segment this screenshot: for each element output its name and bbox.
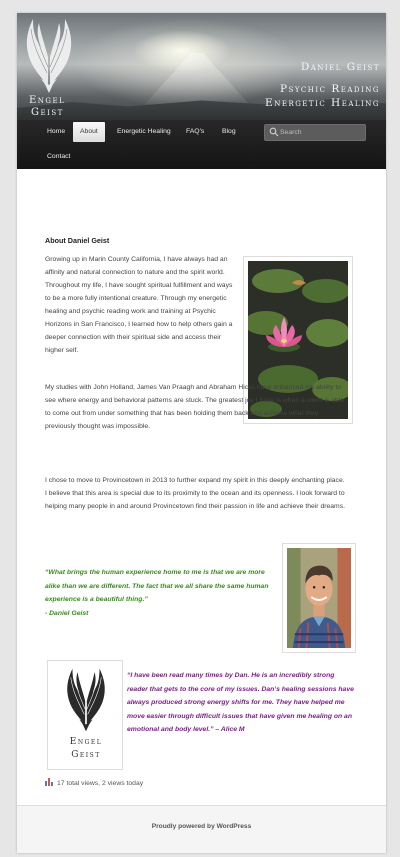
search-box[interactable] — [264, 124, 366, 141]
logo-text-geist: Geist — [31, 107, 64, 118]
tagline-energetic-healing: Energetic Healing — [265, 97, 380, 109]
wings-logo-icon[interactable] — [21, 17, 77, 95]
quote-daniel — [45, 566, 279, 620]
site-name[interactable]: Daniel Geist — [300, 61, 380, 73]
view-counter-text: 17 total views, 2 views today — [57, 780, 144, 787]
nav-item-home[interactable]: Home — [47, 128, 66, 135]
quote-alice: “I have been read many times by Dan. He is an incredibly strong reader that gets to the core of my issues. Dan’s healing sessions have always produced strong energy shifts for me. They have helped me move easier through difficult issues that have given me healing on an emotional and body level.” – Alice M — [127, 672, 354, 733]
page-title: About Daniel Geist — [45, 236, 110, 245]
stats-bar-icon — [45, 778, 54, 786]
wings-logo-icon — [60, 667, 112, 733]
search-input[interactable] — [280, 126, 362, 139]
site-footer — [17, 805, 386, 853]
nav-item-energetic-healing[interactable]: Energetic Healing — [117, 128, 171, 135]
daniel-portrait-photo[interactable] — [282, 543, 356, 653]
tagline-psychic-reading: Psychic Reading — [280, 83, 380, 95]
search-icon[interactable] — [269, 127, 279, 137]
logo-box-engel: Engel — [69, 737, 103, 747]
nav-item-blog[interactable]: Blog — [222, 128, 236, 135]
main-nav — [17, 120, 386, 169]
engel-geist-logo-box[interactable] — [47, 660, 123, 770]
paragraph-provincetown: I chose to move to Provincetown in 2013 to further expand my spirit in this deeply enchanting place. I believe that this area is special due to its proximity to the ocean and its openness. I look forward to helping many people in and around Provincetown find their passion in life and achieve their dreams. — [45, 477, 346, 510]
nav-item-faqs[interactable]: FAQ's — [186, 128, 205, 135]
powered-by-link[interactable]: Proudly powered by WordPress — [151, 823, 252, 830]
logo-box-geist: Geist — [71, 750, 101, 760]
quote-daniel-text: “What brings the human experience home to me is that we are more alike than we are different. The fact that we all share the same human experience is a beautiful thing.” — [45, 569, 269, 603]
paragraph-intro: Growing up in Marin County California, I have always had an affinity and natural connection to nature and the spirit world. Throughout my life, I have sought spiritual fulfillment and ways to be a more fully intentional creature. Through my energetic healing and psychic reading work and training at Psychic Horizons in San Francisco, I learned how to help others gain a deeper connection with their spiritual side and access their higher self. — [45, 256, 233, 354]
nav-item-about[interactable]: About — [73, 122, 105, 142]
page-container — [17, 13, 386, 853]
nav-item-contact[interactable]: Contact — [47, 153, 71, 160]
logo-text-engel: Engel — [29, 95, 66, 106]
header-banner — [17, 13, 386, 120]
view-counter — [45, 778, 143, 787]
paragraph-studies: My studies with John Holland, James Van Praagh and Abraham Hicks have enhanced my ability to see where energy and behavioral patterns are stuck. The greatest joy I have is when a client is able to come out from under something that has been holding them back and achieve what they previously thought was impossible. — [45, 384, 345, 430]
quote-daniel-author: - Daniel Geist — [45, 609, 89, 617]
